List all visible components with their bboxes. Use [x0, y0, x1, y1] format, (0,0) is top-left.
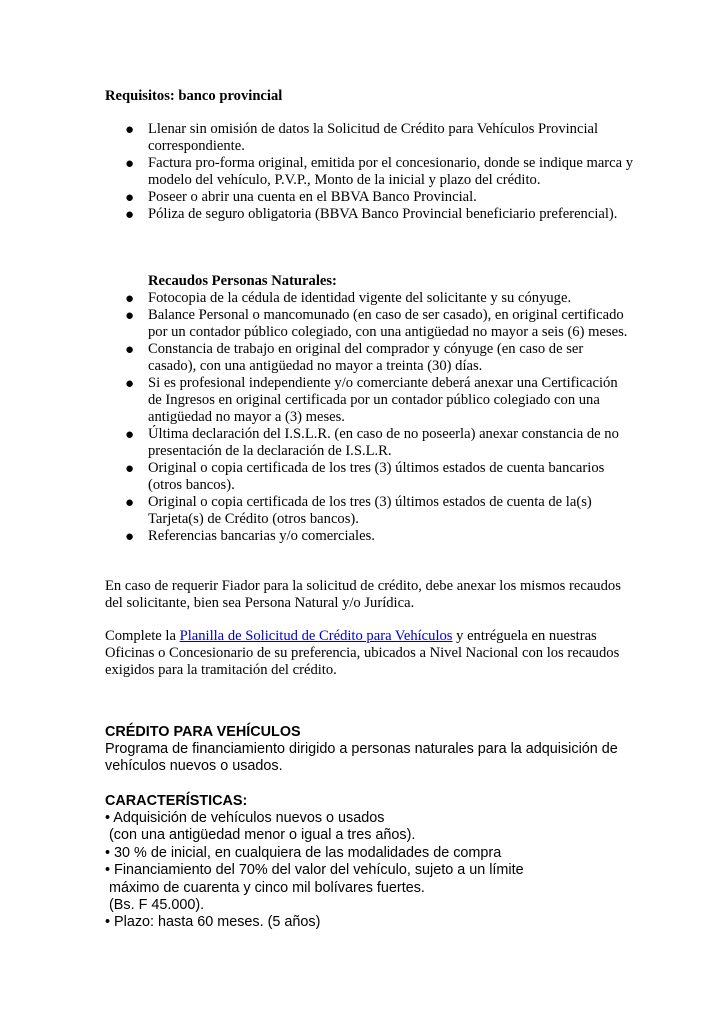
natural-persons-list	[105, 290, 635, 545]
list-item: • Adquisición de vehículos nuevos o usados	[105, 810, 385, 826]
list-item: ● Poseer o abrir una cuenta en el BBVA Banco Provincial.	[125, 189, 477, 206]
list-item: ● Factura pro-forma original, emitida por el concesionario, donde se indique marca y modelo del vehículo, P.V.P., Monto de la inicial y plazo del crédito.	[125, 155, 634, 188]
list-item: ● Original o copia certificada de los tres (3) últimos estados de cuenta de la(s) Tarjeta(s) de Crédito (otros bancos).	[125, 494, 592, 527]
bullet-icon: ●	[125, 427, 135, 443]
complete-paragraph: Complete la Planilla de Solicitud de Crédito para Vehículos y entréguela en nuestras Oficinas o Concesionario de su preferencia, ubicados a Nivel Nacional con los recaudos exigidos para la tramitación del crédito.	[105, 628, 620, 678]
bullet-icon: ●	[125, 342, 135, 358]
list-item: máximo de cuarenta y cinco mil bolívares fuertes.	[105, 879, 425, 896]
list-item: ● Original o copia certificada de los tres (3) últimos estados de cuenta bancarios (otros bancos).	[125, 460, 605, 493]
bullet-icon: ●	[125, 376, 135, 392]
bullet-icon: ●	[125, 529, 135, 545]
list-item: ● Última declaración del I.S.L.R. (en caso de no poseerla) anexar constancia de no presentación de la declaración de I.S.L.R.	[125, 426, 619, 459]
list-item: ● Balance Personal o mancomunado (en caso de ser casado), en original certificado por un contador público colegiado, con una antigüedad no mayor a seis (6) meses.	[125, 307, 628, 340]
list-item: • Plazo: hasta 60 meses. (5 años)	[105, 914, 321, 931]
characteristics-list	[105, 810, 645, 932]
credit-description: Programa de financiamiento dirigido a personas naturales para la adquisición de vehículos nuevos o usados.	[105, 741, 618, 775]
list-item: ● Llenar sin omisión de datos la Solicitud de Crédito para Vehículos Provincial correspondiente.	[125, 121, 599, 154]
bullet-icon: ●	[125, 190, 135, 206]
credit-title: CRÉDITO PARA VEHÍCULOS	[105, 724, 301, 740]
requirements-list	[105, 121, 635, 223]
bullet-icon: ●	[125, 461, 135, 477]
list-item: • 30 % de inicial, en cualquiera de las modalidades de compra	[105, 844, 502, 861]
bullet-icon: ●	[125, 291, 135, 307]
list-item: • Financiamiento del 70% del valor del vehículo, sujeto a un límite	[105, 862, 524, 879]
guarantor-paragraph: En caso de requerir Fiador para la solicitud de crédito, debe anexar los mismos recaudos del solicitante, bien sea Persona Natural y/o Jurídica.	[105, 578, 621, 611]
bullet-icon: ●	[125, 308, 135, 324]
bullet-icon: ●	[125, 207, 135, 223]
list-item: ● Si es profesional independiente y/o comerciante deberá anexar una Certificación de Ingresos en original certificada por un contador público colegiado con una antigüedad no mayor a (3) meses.	[125, 375, 618, 425]
bullet-icon: ●	[125, 495, 135, 511]
list-item: ● Póliza de seguro obligatoria (BBVA Banco Provincial beneficiario preferencial).	[125, 206, 618, 223]
bullet-icon: ●	[125, 156, 135, 172]
list-item: ● Referencias bancarias y/o comerciales.	[125, 528, 375, 545]
application-form-link[interactable]: Planilla de Solicitud de Crédito para Vehículos	[179, 628, 453, 644]
characteristics-title: CARACTERÍSTICAS:	[105, 793, 248, 809]
requirements-heading: Requisitos: banco provincial	[105, 88, 283, 104]
list-item: (Bs. F 45.000).	[105, 897, 205, 914]
bullet-icon: ●	[125, 122, 135, 138]
list-item: (con una antigüedad menor o igual a tres años).	[105, 827, 416, 844]
list-item: ● Fotocopia de la cédula de identidad vigente del solicitante y su cónyuge.	[125, 290, 572, 307]
natural-persons-heading: Recaudos Personas Naturales:	[148, 273, 337, 289]
list-item: ● Constancia de trabajo en original del comprador y cónyuge (en caso de ser casado), con una antigüedad no mayor a treinta (30) días.	[125, 341, 584, 374]
